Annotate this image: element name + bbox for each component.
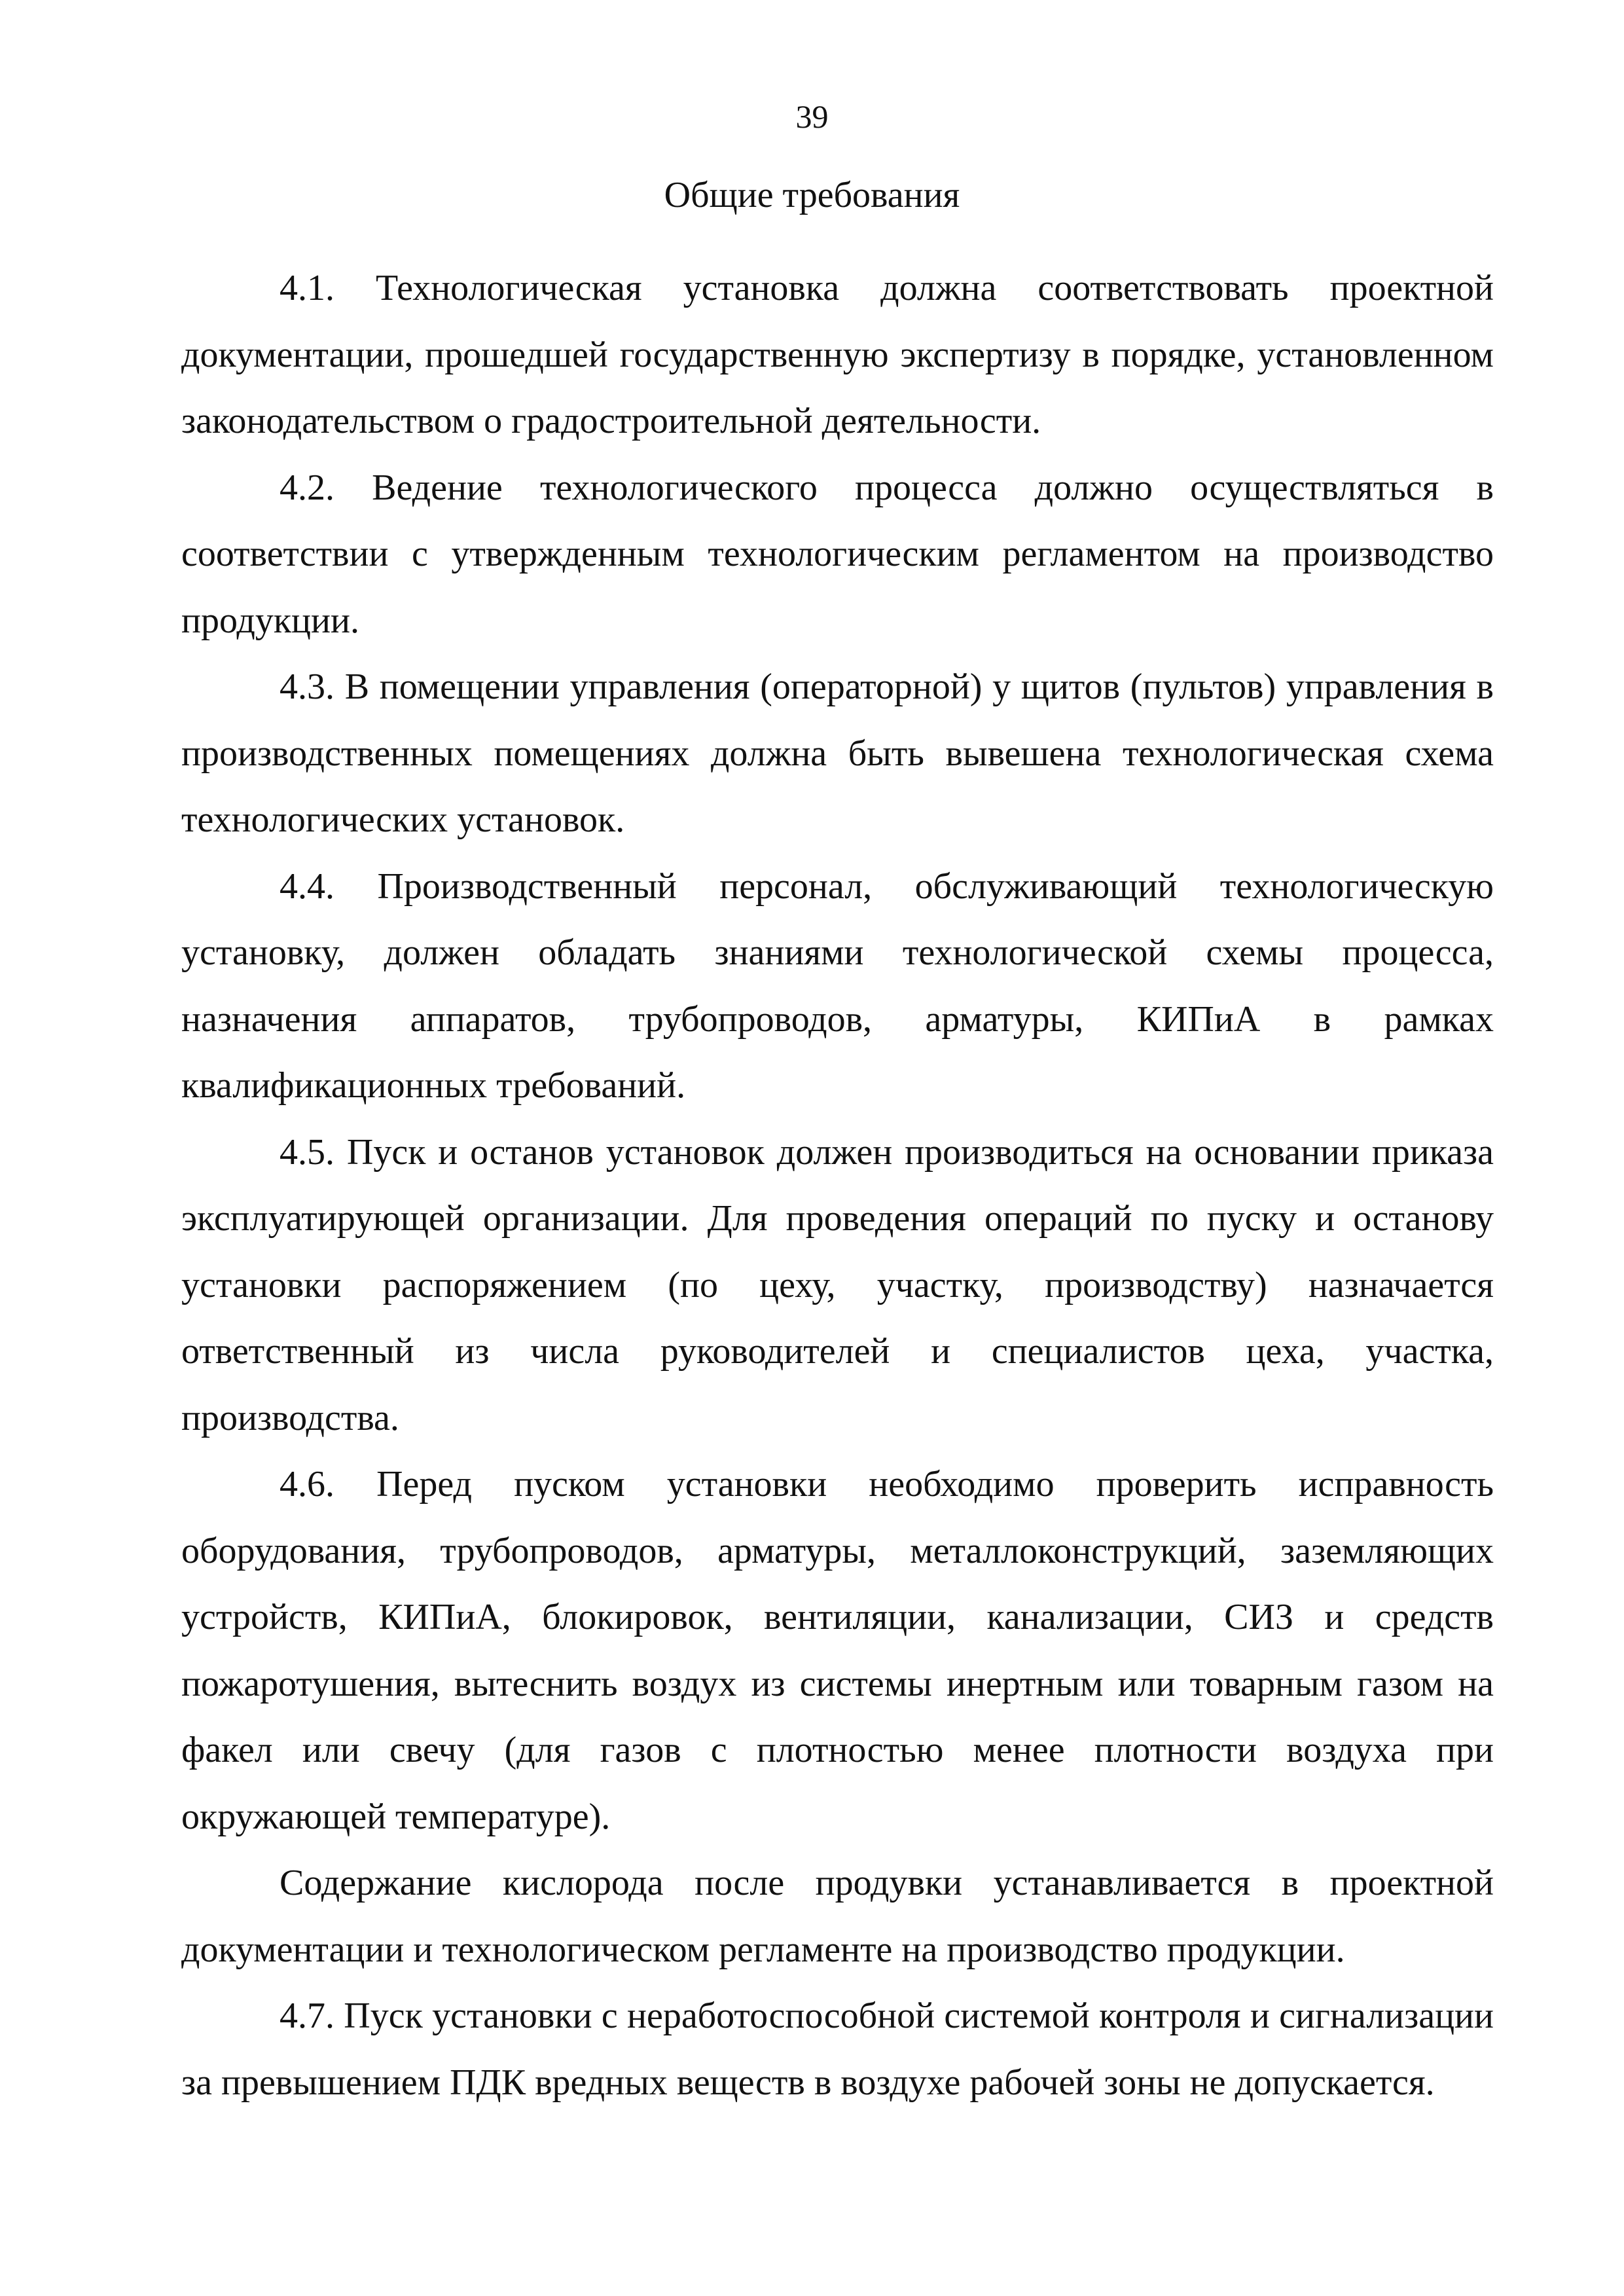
section-title: Общие требования — [664, 175, 960, 215]
paragraph-4-3: 4.3. В помещении управления (операторной) у щитов (пультов) управления в производственных помещениях должна быть вывешена технологическая схема технологических установок. — [181, 666, 1494, 840]
paragraph-oxygen-content: Содержание кислорода после продувки устанавливается в проектной документации и технологическом регламенте на производство продукции. — [181, 1863, 1494, 1970]
paragraph-4-5: 4.5. Пуск и останов установок должен производиться на основании приказа эксплуатирующей организации. Для проведения операций по пуску и останову установки распоряжением (по цеху, участку, производству) назначается ответственный из числа руководителей и специалистов цеха, участка, производства. — [181, 1131, 1494, 1438]
paragraph-4-1: 4.1. Технологическая установка должна соответствовать проектной документации, прошедшей государственную экспертизу в порядке, установленном законодательством о градостроительной деятельности. — [181, 268, 1494, 441]
paragraph-4-2: 4.2. Ведение технологического процесса должно осуществляться в соответствии с утвержденным технологическим регламентом на производство продукции. — [181, 467, 1494, 641]
paragraph-4-7: 4.7. Пуск установки с неработоспособной системой контроля и сигнализации за превышением ПДК вредных веществ в воздухе рабочей зоны не допускается. — [181, 1995, 1494, 2103]
paragraph-4-6: 4.6. Перед пуском установки необходимо проверить исправность оборудования, трубопроводов, арматуры, металлоконструкций, заземляющих устройств, КИПиА, блокировок, вентиляции, канализации, СИЗ и средств пожаротушения, вытеснить воздух из системы инертным или товарным газом на факел или свечу (для газов с плотностью менее плотности воздуха при окружающей температуре). — [181, 1464, 1494, 1837]
paragraph-4-4: 4.4. Производственный персонал, обслуживающий технологическую установку, должен обладать знаниями технологической схемы процесса, назначения аппаратов, трубопроводов, арматуры, КИПиА в рамках квалификационных требований. — [181, 866, 1494, 1106]
page-number: 39 — [795, 98, 829, 135]
document-body — [181, 255, 1494, 2116]
